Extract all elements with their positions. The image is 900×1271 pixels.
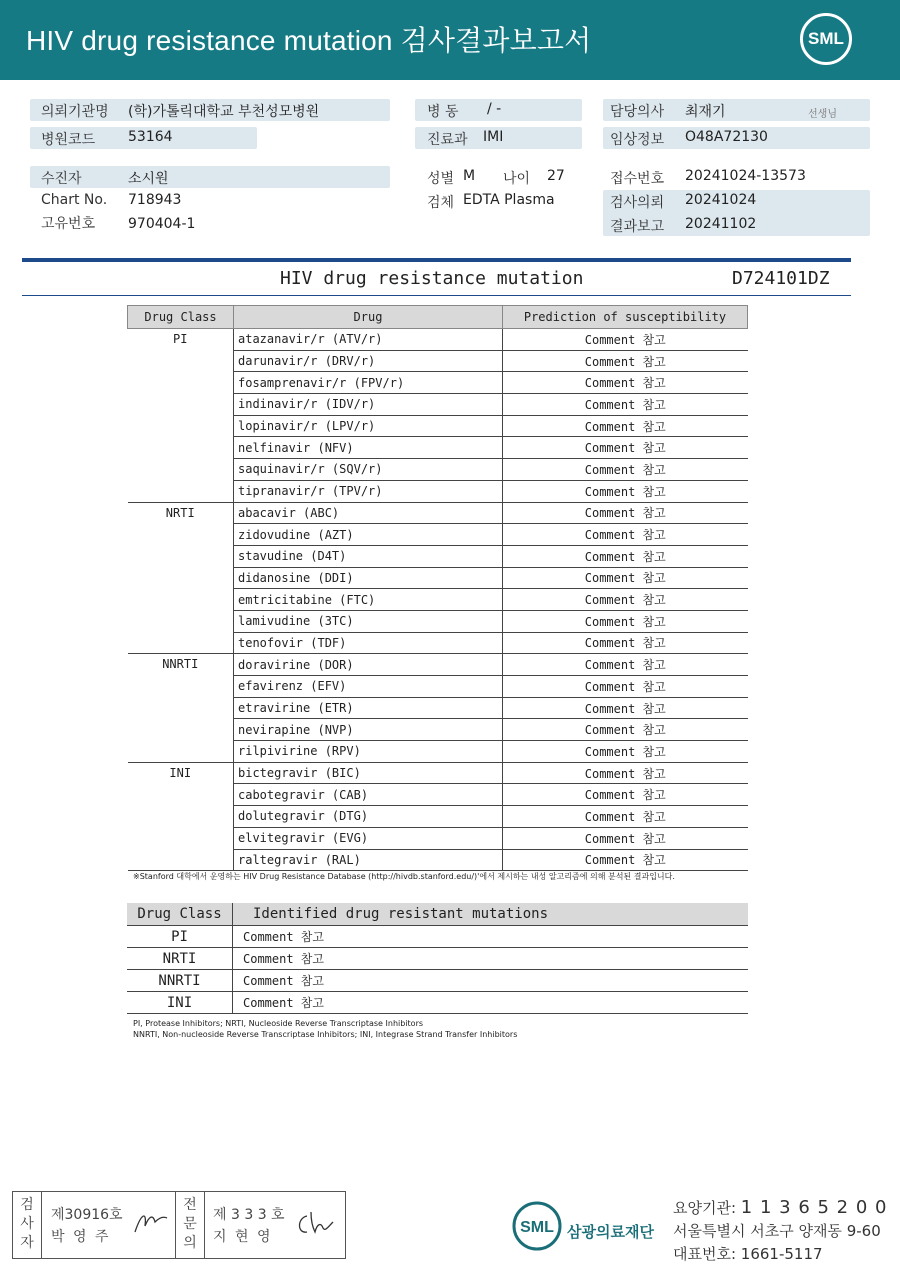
drug-cell: raltegravir (RAL) — [234, 849, 503, 871]
drug-cell: stavudine (D4T) — [234, 545, 503, 567]
institution-info — [673, 1196, 887, 1266]
table-row — [128, 762, 748, 784]
age-value: 27 — [547, 168, 565, 184]
result-label: 결과보고 — [610, 219, 665, 235]
header-mutations: Identified drug resistant mutations — [233, 903, 749, 926]
prediction-cell: Comment 참고 — [503, 741, 748, 763]
expert-name: 지 현 영 — [213, 1229, 273, 1245]
table-row — [127, 948, 748, 970]
prediction-cell: Comment 참고 — [503, 502, 748, 524]
uid-value: 970404-1 — [128, 216, 196, 232]
prediction-cell: Comment 참고 — [503, 394, 748, 416]
header-drug: Drug — [234, 306, 503, 329]
susceptibility-table — [127, 305, 748, 871]
dept-label: 진료과 — [427, 132, 468, 148]
prediction-cell: Comment 참고 — [503, 610, 748, 632]
ward-value: / - — [487, 101, 502, 117]
hospcode-label: 병원코드 — [41, 132, 96, 148]
report-code: D724101DZ — [732, 268, 830, 289]
prediction-cell: Comment 참고 — [503, 654, 748, 676]
expert-title-cell — [175, 1192, 205, 1258]
drug-cell: emtricitabine (FTC) — [234, 589, 503, 611]
drug-cell: efavirenz (EFV) — [234, 676, 503, 698]
signature-box — [12, 1191, 346, 1259]
prediction-cell: Comment 참고 — [503, 350, 748, 372]
drug-cell: bictegravir (BIC) — [234, 762, 503, 784]
tester-number: 제30916호 — [51, 1207, 123, 1223]
drug-class-cell: PI — [128, 329, 234, 503]
prediction-cell: Comment 참고 — [503, 545, 748, 567]
sml-logo-icon — [511, 1200, 563, 1252]
database-note: ※Stanford 대학에서 운영하는 HIV Drug Resistance Database (http://hivdb.stanford.edu/)'에서 제시하는 내성 알고리즘에 의해 분석된 결과입니다. — [133, 872, 675, 881]
prediction-cell: Comment 참고 — [503, 589, 748, 611]
prediction-cell: Comment 참고 — [503, 372, 748, 394]
chart-label: Chart No. — [41, 192, 108, 208]
clinical-label: 임상정보 — [610, 132, 665, 148]
table-row — [128, 654, 748, 676]
divider — [22, 258, 851, 262]
prediction-cell: Comment 참고 — [503, 676, 748, 698]
drug-cell: nevirapine (NVP) — [234, 719, 503, 741]
drug-cell: etravirine (ETR) — [234, 697, 503, 719]
drug-cell: doravirine (DOR) — [234, 654, 503, 676]
drug-cell: zidovudine (AZT) — [234, 524, 503, 546]
abbreviation-line: NNRTI, Non-nucleoside Reverse Transcriptase Inhibitors; INI, Integrase Strand Transfer Inhibitors — [133, 1030, 518, 1039]
header-drug-class: Drug Class — [127, 903, 233, 926]
drug-cell: atazanavir/r (ATV/r) — [234, 329, 503, 351]
mutation-cell: Comment 참고 — [233, 970, 749, 992]
prediction-cell: Comment 참고 — [503, 762, 748, 784]
prediction-cell: Comment 참고 — [503, 827, 748, 849]
tester-title-cell — [13, 1192, 42, 1258]
drug-cell: nelfinavir (NFV) — [234, 437, 503, 459]
drug-cell: lamivudine (3TC) — [234, 610, 503, 632]
doctor-label: 담당의사 — [610, 104, 665, 120]
expert-number: 제 3 3 3 호 — [213, 1207, 285, 1223]
class-cell: PI — [127, 926, 233, 948]
drug-cell: lopinavir/r (LPV/r) — [234, 415, 503, 437]
mutation-table — [127, 903, 748, 1014]
mutation-cell: Comment 참고 — [233, 992, 749, 1014]
receipt-label: 접수번호 — [610, 171, 665, 187]
specimen-value: EDTA Plasma — [463, 192, 555, 208]
tester-label: 검사자 — [20, 1197, 34, 1251]
chart-value: 718943 — [128, 192, 182, 208]
expert-label: 전문의 — [183, 1197, 197, 1251]
institution-label: 의뢰기관명 — [41, 104, 109, 120]
page-title: HIV drug resistance mutation 검사결과보고서 — [26, 25, 592, 56]
expert-signature — [295, 1208, 335, 1238]
phone-label: 대표번호: — [673, 1245, 737, 1263]
sex-label: 성별 — [427, 171, 455, 187]
code-value: 1 1 3 6 5 2 0 0 — [740, 1197, 888, 1218]
divider — [22, 295, 851, 296]
prediction-cell: Comment 참고 — [503, 329, 748, 351]
report-header — [0, 0, 900, 80]
request-label: 검사의뢰 — [610, 195, 665, 211]
drug-cell: cabotegravir (CAB) — [234, 784, 503, 806]
drug-cell: indinavir/r (IDV/r) — [234, 394, 503, 416]
drug-cell: tipranavir/r (TPV/r) — [234, 480, 503, 502]
table-row — [128, 502, 748, 524]
uid-label: 고유번호 — [41, 216, 96, 232]
abbreviation-line: PI, Protease Inhibitors; NRTI, Nucleoside Reverse Transcriptase Inhibitors — [133, 1019, 424, 1028]
prediction-cell: Comment 참고 — [503, 849, 748, 871]
institution-value: (학)가톨릭대학교 부천성모병원 — [128, 104, 320, 120]
specimen-label: 검체 — [427, 195, 455, 211]
drug-class-cell: INI — [128, 762, 234, 870]
tester-signature — [131, 1208, 169, 1238]
mutation-cell: Comment 참고 — [233, 926, 749, 948]
class-cell: NNRTI — [127, 970, 233, 992]
drug-cell: rilpivirine (RPV) — [234, 741, 503, 763]
prediction-cell: Comment 참고 — [503, 524, 748, 546]
prediction-cell: Comment 참고 — [503, 480, 748, 502]
patient-value: 소시원 — [128, 171, 169, 187]
table-row — [127, 926, 748, 948]
prediction-cell: Comment 참고 — [503, 415, 748, 437]
drug-cell: tenofovir (TDF) — [234, 632, 503, 654]
prediction-cell: Comment 참고 — [503, 567, 748, 589]
code-label: 요양기관: — [673, 1199, 737, 1217]
phone-value: 1661-5117 — [740, 1245, 823, 1263]
brand-logo-text: SML — [520, 1219, 554, 1236]
prediction-cell: Comment 참고 — [503, 632, 748, 654]
drug-cell: darunavir/r (DRV/r) — [234, 350, 503, 372]
receipt-value: 20241024-13573 — [685, 168, 806, 184]
address: 서울특별시 서초구 양재동 9-60 — [673, 1222, 881, 1240]
header-prediction: Prediction of susceptibility — [503, 306, 748, 329]
drug-cell: elvitegravir (EVG) — [234, 827, 503, 849]
tester-name: 박 영 주 — [51, 1229, 111, 1245]
abbreviation-legend — [133, 1018, 517, 1040]
drug-class-cell: NRTI — [128, 502, 234, 654]
prediction-cell: Comment 참고 — [503, 437, 748, 459]
class-cell: NRTI — [127, 948, 233, 970]
drug-cell: abacavir (ABC) — [234, 502, 503, 524]
drug-cell: dolutegravir (DTG) — [234, 806, 503, 828]
table-row — [127, 992, 748, 1014]
sex-value: M — [463, 168, 476, 184]
mutation-cell: Comment 참고 — [233, 948, 749, 970]
hospcode-value: 53164 — [128, 129, 173, 145]
patient-label: 수진자 — [41, 171, 82, 187]
clinical-value: O48A72130 — [685, 129, 768, 145]
doctor-suffix: 선생님 — [808, 109, 837, 120]
prediction-cell: Comment 참고 — [503, 719, 748, 741]
report-title: HIV drug resistance mutation — [280, 268, 584, 289]
drug-cell: fosamprenavir/r (FPV/r) — [234, 372, 503, 394]
prediction-cell: Comment 참고 — [503, 697, 748, 719]
table-row — [128, 329, 748, 351]
drug-class-cell: NNRTI — [128, 654, 234, 762]
prediction-cell: Comment 참고 — [503, 459, 748, 481]
age-label: 나이 — [503, 171, 531, 187]
doctor-value: 최재기 — [685, 104, 726, 120]
sml-logo: SML — [800, 13, 852, 65]
brand-name: 삼광의료재단 — [567, 1223, 654, 1241]
request-value: 20241024 — [685, 192, 757, 208]
dept-value: IMI — [483, 129, 504, 145]
class-cell: INI — [127, 992, 233, 1014]
result-value: 20241102 — [685, 216, 757, 232]
table-row — [127, 970, 748, 992]
drug-cell: saquinavir/r (SQV/r) — [234, 459, 503, 481]
prediction-cell: Comment 참고 — [503, 784, 748, 806]
drug-cell: didanosine (DDI) — [234, 567, 503, 589]
header-drug-class: Drug Class — [128, 306, 234, 329]
ward-label: 병 동 — [427, 104, 459, 120]
prediction-cell: Comment 참고 — [503, 806, 748, 828]
